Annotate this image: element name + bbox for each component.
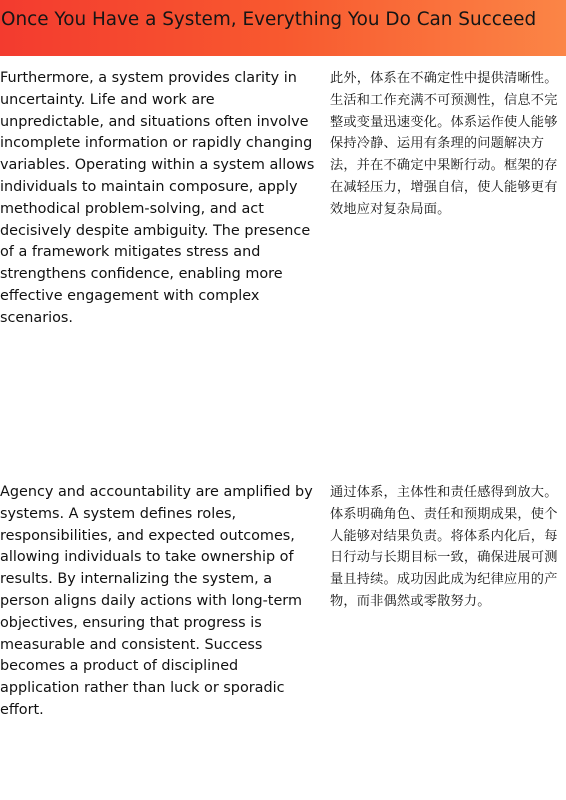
- english-paragraph: Furthermore, a system provides clarity in uncertainty. Life and work are unpredictable, and situations often involve incomplete information or rapidly changing variables. Operating within a system allows individuals to maintain composure, apply methodical problem-solving, and act decisively despite ambiguity. The presence of a framework mitigates stress and strengthens confidence, enabling more effective engagement with complex scenarios.: [0, 70, 315, 326]
- chinese-paragraph: 此外，体系在不确定性中提供清晰性。生活和工作充满不可预测性，信息不完整或变量迅速变化。体系运作使人能够保持冷静、运用有条理的问题解决方法，并在不确定中果断行动。框架的存在减轻压力，增强自信，使人能够更有效地应对复杂局面。: [330, 71, 558, 217]
- page-title: Once You Have a System, Everything You Do Can Succeed: [1, 9, 537, 30]
- english-paragraph: Agency and accountability are amplified by systems. A system defines roles, responsibilities, and expected outcomes, allowing individuals to take ownership of results. By internalizing the system, a person aligns daily actions with long-term objectives, ensuring that progress is measurable and consistent. Success becomes a product of disciplined application rather than luck or sporadic effort.: [0, 484, 313, 718]
- title-banner: [0, 0, 566, 56]
- chinese-paragraph: 通过体系，主体性和责任感得到放大。体系明确角色、责任和预期成果，使个人能够对结果负责。将体系内化后，每日行动与长期目标一致，确保进展可测量且持续。成功因此成为纪律应用的产物，而非偶然或零散努力。: [330, 485, 558, 609]
